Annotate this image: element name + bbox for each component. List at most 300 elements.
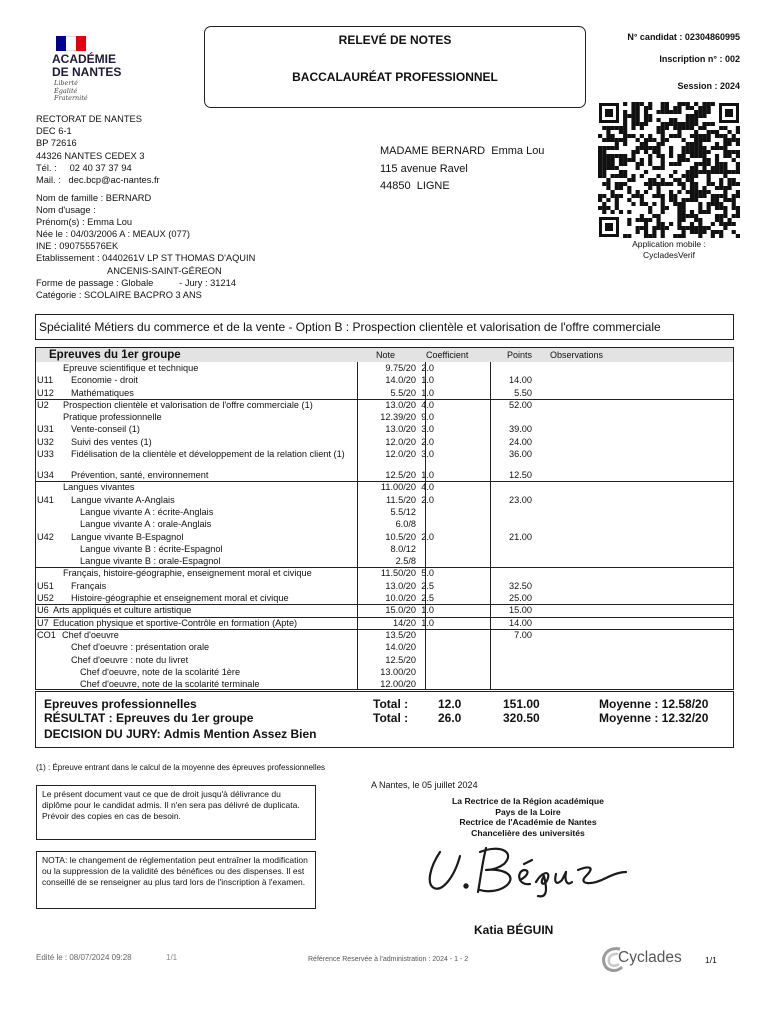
qr-module bbox=[711, 234, 715, 238]
qr-module bbox=[711, 198, 715, 202]
qr-module bbox=[619, 194, 623, 198]
session: Session : 2024 bbox=[677, 81, 740, 91]
qr-module bbox=[686, 174, 690, 178]
row-note: 13.0/20 bbox=[385, 399, 416, 410]
result-total-label: Total : bbox=[373, 711, 409, 725]
qr-module bbox=[623, 162, 627, 166]
qr-module bbox=[640, 102, 644, 106]
qr-module bbox=[636, 114, 640, 118]
qr-module bbox=[652, 230, 656, 234]
qr-module bbox=[707, 182, 711, 186]
row-points: 14.00 bbox=[509, 617, 532, 628]
qr-module bbox=[698, 114, 702, 118]
row-note: 11.5/20 bbox=[386, 494, 416, 505]
academie-line2: DE NANTES bbox=[52, 65, 122, 79]
row-label: Arts appliqués et culture artistique bbox=[53, 605, 192, 616]
row-label: Mathématiques bbox=[71, 387, 134, 398]
qr-module bbox=[702, 194, 706, 198]
qr-module bbox=[686, 214, 690, 218]
row-code: CO1 bbox=[37, 629, 56, 640]
qr-module bbox=[665, 110, 669, 114]
table-row bbox=[36, 481, 733, 493]
qr-module bbox=[656, 126, 660, 130]
qr-module bbox=[598, 170, 602, 174]
qr-module bbox=[690, 134, 694, 138]
qr-module bbox=[736, 142, 740, 146]
row-label: Chef d'oeuvre : présentation orale bbox=[71, 642, 210, 653]
qr-module bbox=[644, 226, 648, 230]
qr-module bbox=[682, 154, 686, 158]
qr-module bbox=[636, 106, 640, 110]
qr-module bbox=[606, 134, 610, 138]
qr-module bbox=[673, 194, 677, 198]
qr-module bbox=[665, 122, 669, 126]
qr-module bbox=[707, 206, 711, 210]
qr-module bbox=[656, 166, 660, 170]
qr-module bbox=[627, 198, 631, 202]
qr-module bbox=[690, 210, 694, 214]
qr-module bbox=[606, 158, 610, 162]
row-points: 21.00 bbox=[509, 531, 532, 542]
qr-module bbox=[711, 194, 715, 198]
qr-module bbox=[736, 234, 740, 238]
cyclades-brand: Cyclades bbox=[618, 949, 682, 966]
qr-module bbox=[623, 126, 627, 130]
grades-rows bbox=[36, 362, 733, 690]
candidate-number: N° candidat : 02304860995 bbox=[627, 32, 740, 42]
qr-module bbox=[694, 218, 698, 222]
qr-module bbox=[627, 234, 631, 238]
qr-module bbox=[719, 214, 723, 218]
qr-module bbox=[682, 174, 686, 178]
qr-module bbox=[690, 118, 694, 122]
qr-module bbox=[631, 174, 635, 178]
row-label: Chef d'oeuvre : note du livret bbox=[71, 654, 189, 665]
qr-module bbox=[736, 170, 740, 174]
qr-module bbox=[723, 126, 727, 130]
qr-module bbox=[711, 146, 715, 150]
qr-module bbox=[623, 134, 627, 138]
qr-module bbox=[694, 110, 698, 114]
qr-module bbox=[694, 214, 698, 218]
qr-module bbox=[606, 166, 610, 170]
qr-module bbox=[690, 182, 694, 186]
qr-module bbox=[723, 154, 727, 158]
qr-module bbox=[631, 114, 635, 118]
qr-module bbox=[702, 210, 706, 214]
qr-module bbox=[719, 194, 723, 198]
qr-module bbox=[686, 114, 690, 118]
qr-module bbox=[677, 226, 681, 230]
qr-module bbox=[690, 122, 694, 126]
qr-module bbox=[669, 190, 673, 194]
row-note: 13.00/20 bbox=[380, 666, 416, 677]
qr-module bbox=[727, 142, 731, 146]
qr-module bbox=[736, 182, 740, 186]
signatory-line: Pays de la Loire bbox=[495, 806, 561, 817]
row-points: 14.00 bbox=[509, 375, 532, 386]
row-coefficient: 2.5 bbox=[421, 593, 434, 604]
qr-module bbox=[602, 194, 606, 198]
row-note: 13.0/20 bbox=[385, 424, 416, 435]
row-points: 23.00 bbox=[509, 494, 532, 505]
qr-module bbox=[644, 142, 648, 146]
qr-module bbox=[652, 166, 656, 170]
rectorat-line: BP 72616 bbox=[36, 138, 77, 149]
qr-module bbox=[623, 102, 627, 106]
qr-module bbox=[736, 150, 740, 154]
row-coefficient: 2.0 bbox=[421, 531, 434, 542]
qr-module bbox=[602, 162, 606, 166]
qr-module bbox=[690, 126, 694, 130]
qr-module bbox=[665, 182, 669, 186]
row-label: Fidélisation de la clientèle et développement de la relation client (1) bbox=[71, 449, 345, 460]
qr-module bbox=[723, 190, 727, 194]
qr-module bbox=[598, 134, 602, 138]
place-date: A Nantes, le 05 juillet 2024 bbox=[371, 780, 478, 790]
row-code: U52 bbox=[37, 593, 54, 604]
signatory-name: Katia BÉGUIN bbox=[474, 923, 554, 937]
qr-module bbox=[698, 162, 702, 166]
qr-module bbox=[698, 218, 702, 222]
row-points: 36.00 bbox=[509, 449, 532, 460]
qr-module bbox=[627, 178, 631, 182]
row-coefficient: 1.0 bbox=[421, 605, 434, 616]
qr-module bbox=[636, 194, 640, 198]
qr-module bbox=[682, 206, 686, 210]
qr-module bbox=[623, 118, 627, 122]
qr-module bbox=[611, 158, 615, 162]
qr-module bbox=[694, 150, 698, 154]
qr-module bbox=[669, 198, 673, 202]
qr-module bbox=[702, 138, 706, 142]
qr-module bbox=[611, 194, 615, 198]
qr-module bbox=[602, 126, 606, 130]
row-note: 14.0/20 bbox=[385, 375, 416, 386]
row-coefficient: 3.0 bbox=[421, 424, 434, 435]
qr-module bbox=[677, 178, 681, 182]
qr-module bbox=[723, 174, 727, 178]
qr-module bbox=[619, 138, 623, 142]
qr-module bbox=[648, 134, 652, 138]
pro-moyenne: Moyenne : 12.58/20 bbox=[599, 697, 709, 711]
result-coef: 26.0 bbox=[438, 711, 462, 725]
motto-liberte: Liberté bbox=[54, 79, 78, 87]
qr-module bbox=[665, 126, 669, 130]
row-label: Pratique professionnelle bbox=[63, 412, 162, 423]
qr-module bbox=[732, 230, 736, 234]
qr-module bbox=[682, 186, 686, 190]
row-coefficient: 4.0 bbox=[421, 482, 434, 493]
qr-module bbox=[732, 178, 736, 182]
qr-module bbox=[732, 198, 736, 202]
qr-module bbox=[682, 146, 686, 150]
recipient-street: 115 avenue Ravel bbox=[380, 162, 468, 175]
qr-module bbox=[677, 134, 681, 138]
qr-module bbox=[665, 106, 669, 110]
qr-module bbox=[694, 166, 698, 170]
qr-module bbox=[736, 166, 740, 170]
qr-module bbox=[648, 138, 652, 142]
qr-module bbox=[686, 126, 690, 130]
qr-module bbox=[732, 182, 736, 186]
qr-module bbox=[727, 218, 731, 222]
row-separator bbox=[36, 604, 733, 605]
qr-module bbox=[732, 214, 736, 218]
qr-module bbox=[656, 214, 660, 218]
qr-module bbox=[661, 134, 665, 138]
table-row bbox=[36, 469, 733, 481]
row-label: Français bbox=[71, 580, 107, 591]
qr-module bbox=[598, 198, 602, 202]
row-note: 10.0/20 bbox=[385, 593, 416, 604]
row-label: Langues vivantes bbox=[63, 482, 135, 493]
qr-module bbox=[715, 230, 719, 234]
qr-module bbox=[606, 206, 610, 210]
qr-module bbox=[690, 142, 694, 146]
qr-module bbox=[707, 178, 711, 182]
qr-module bbox=[673, 198, 677, 202]
qr-module bbox=[707, 138, 711, 142]
qr-module bbox=[715, 130, 719, 134]
qr-module bbox=[682, 182, 686, 186]
qr-module bbox=[615, 174, 619, 178]
qr-module bbox=[656, 194, 660, 198]
qr-module bbox=[652, 146, 656, 150]
qr-module bbox=[656, 154, 660, 158]
qr-module bbox=[644, 222, 648, 226]
header-epreuves: Epreuves du 1er groupe bbox=[49, 349, 181, 361]
qr-module bbox=[611, 138, 615, 142]
row-note: 12.5/20 bbox=[385, 470, 416, 481]
qr-module bbox=[661, 222, 665, 226]
qr-module bbox=[690, 222, 694, 226]
qr-module bbox=[715, 206, 719, 210]
qr-module bbox=[694, 226, 698, 230]
qr-module bbox=[636, 230, 640, 234]
qr-module bbox=[719, 206, 723, 210]
qr-module bbox=[723, 186, 727, 190]
document-subtitle: BACCALAURÉAT PROFESSIONNEL bbox=[292, 70, 498, 84]
row-label: Prévention, santé, environnement bbox=[71, 470, 209, 481]
qr-module bbox=[673, 162, 677, 166]
qr-module bbox=[623, 158, 627, 162]
qr-module bbox=[623, 142, 627, 146]
qr-module bbox=[669, 134, 673, 138]
row-code: U51 bbox=[37, 580, 54, 591]
row-points: 24.00 bbox=[509, 436, 532, 447]
qr-module bbox=[656, 150, 660, 154]
qr-module bbox=[690, 170, 694, 174]
qr-module bbox=[627, 134, 631, 138]
qr-module bbox=[640, 146, 644, 150]
qr-module bbox=[702, 110, 706, 114]
table-row bbox=[36, 423, 733, 435]
qr-module bbox=[686, 158, 690, 162]
cyclades-logo bbox=[600, 944, 700, 974]
qr-module bbox=[656, 142, 660, 146]
qr-module bbox=[598, 158, 602, 162]
qr-module bbox=[682, 210, 686, 214]
table-row bbox=[36, 555, 733, 567]
motto-egalite: Égalité bbox=[54, 86, 78, 95]
row-coefficient: 2.0 bbox=[421, 494, 434, 505]
qr-module bbox=[711, 130, 715, 134]
qr-module bbox=[631, 154, 635, 158]
qr-module bbox=[694, 170, 698, 174]
qr-module bbox=[631, 178, 635, 182]
qr-module bbox=[682, 102, 686, 106]
qr-module bbox=[636, 146, 640, 150]
qr-module bbox=[682, 218, 686, 222]
row-code: U11 bbox=[37, 375, 54, 386]
qr-module bbox=[732, 150, 736, 154]
qr-module bbox=[690, 226, 694, 230]
qr-module bbox=[690, 186, 694, 190]
qr-module bbox=[652, 138, 656, 142]
birth-info: Née le : 04/03/2006 A : MEAUX (077) bbox=[36, 229, 191, 240]
qr-module bbox=[631, 134, 635, 138]
qr-module bbox=[702, 150, 706, 154]
qr-module bbox=[665, 206, 669, 210]
qr-module bbox=[694, 118, 698, 122]
qr-module bbox=[656, 110, 660, 114]
qr-module bbox=[602, 202, 606, 206]
row-points: 5.50 bbox=[514, 387, 532, 398]
table-row bbox=[36, 448, 733, 469]
qr-module bbox=[719, 230, 723, 234]
row-note: 11.50/20 bbox=[380, 568, 416, 579]
row-code: U7 bbox=[37, 617, 49, 628]
qr-module bbox=[707, 130, 711, 134]
qr-module bbox=[677, 190, 681, 194]
qr-module bbox=[702, 162, 706, 166]
qr-module bbox=[682, 234, 686, 238]
results-box bbox=[35, 691, 734, 748]
qr-module bbox=[736, 210, 740, 214]
qr-module bbox=[727, 138, 731, 142]
qr-module bbox=[606, 162, 610, 166]
qr-module bbox=[606, 154, 610, 158]
qr-module bbox=[602, 166, 606, 170]
qr-module bbox=[682, 198, 686, 202]
qr-module bbox=[690, 166, 694, 170]
qr-module bbox=[690, 198, 694, 202]
header-points: Points bbox=[507, 350, 533, 360]
qr-module bbox=[727, 198, 731, 202]
page-indicator: 1/1 bbox=[705, 955, 717, 965]
qr-module bbox=[677, 102, 681, 106]
family-name: Nom de famille : BERNARD bbox=[36, 193, 152, 203]
qr-module bbox=[715, 198, 719, 202]
row-points: 32.50 bbox=[509, 580, 532, 591]
qr-module bbox=[707, 122, 711, 126]
qr-module bbox=[648, 146, 652, 150]
qr-module bbox=[682, 122, 686, 126]
qr-module bbox=[677, 106, 681, 110]
jury-decision: DECISION DU JURY: Admis Mention Assez Bien bbox=[44, 727, 317, 741]
academie-logo bbox=[52, 36, 142, 106]
qr-module bbox=[719, 170, 723, 174]
qr-module bbox=[661, 166, 665, 170]
table-row bbox=[36, 654, 733, 666]
qr-module bbox=[702, 186, 706, 190]
qr-module bbox=[661, 130, 665, 134]
qr-module bbox=[636, 110, 640, 114]
qr-module bbox=[723, 226, 727, 230]
qr-module bbox=[644, 106, 648, 110]
qr-module bbox=[727, 154, 731, 158]
qr-module bbox=[736, 138, 740, 142]
qr-module bbox=[677, 110, 681, 114]
qr-module bbox=[723, 150, 727, 154]
qr-module bbox=[707, 102, 711, 106]
qr-module bbox=[677, 162, 681, 166]
qr-module bbox=[702, 126, 706, 130]
qr-module bbox=[669, 110, 673, 114]
qr-module bbox=[694, 182, 698, 186]
row-coefficient: 5.0 bbox=[421, 568, 434, 579]
qr-module bbox=[652, 182, 656, 186]
qr-module bbox=[602, 138, 606, 142]
qr-module bbox=[656, 222, 660, 226]
qr-module bbox=[648, 234, 652, 238]
row-label: Vente-conseil (1) bbox=[71, 424, 140, 435]
qr-module bbox=[611, 154, 615, 158]
qr-module bbox=[707, 190, 711, 194]
qr-module bbox=[698, 222, 702, 226]
qr-module bbox=[723, 206, 727, 210]
qr-module bbox=[669, 222, 673, 226]
qr-module bbox=[715, 186, 719, 190]
qr-module bbox=[736, 214, 740, 218]
qr-module bbox=[715, 218, 719, 222]
qr-module bbox=[636, 226, 640, 230]
qr-module bbox=[644, 118, 648, 122]
qr-module bbox=[702, 226, 706, 230]
qr-module bbox=[606, 130, 610, 134]
qr-module bbox=[736, 126, 740, 130]
qr-module bbox=[623, 114, 627, 118]
qr-module bbox=[619, 182, 623, 186]
qr-module bbox=[694, 102, 698, 106]
qr-module bbox=[702, 158, 706, 162]
header-coefficient: Coefficient bbox=[426, 350, 469, 360]
qr-module bbox=[648, 186, 652, 190]
row-points: 39.00 bbox=[509, 424, 532, 435]
pro-coef: 12.0 bbox=[438, 697, 462, 711]
qr-module bbox=[694, 138, 698, 142]
qr-module bbox=[682, 126, 686, 130]
signatory-title bbox=[380, 796, 676, 838]
rectorat-line: RECTORAT DE NANTES bbox=[36, 114, 142, 124]
row-code: U41 bbox=[37, 494, 54, 505]
row-code: U34 bbox=[37, 470, 54, 481]
qr-module bbox=[723, 134, 727, 138]
row-label: Chef d'oeuvre, note de la scolarité terminale bbox=[80, 679, 260, 690]
row-note: 14.0/20 bbox=[385, 642, 416, 653]
qr-module bbox=[652, 178, 656, 182]
qr-module bbox=[698, 106, 702, 110]
table-row bbox=[36, 374, 733, 386]
qr-module bbox=[636, 190, 640, 194]
qr-module bbox=[694, 142, 698, 146]
qr-module bbox=[719, 178, 723, 182]
qr-module bbox=[644, 170, 648, 174]
grades-table bbox=[35, 347, 734, 690]
qr-module bbox=[598, 174, 602, 178]
row-note: 12.5/20 bbox=[385, 654, 416, 665]
